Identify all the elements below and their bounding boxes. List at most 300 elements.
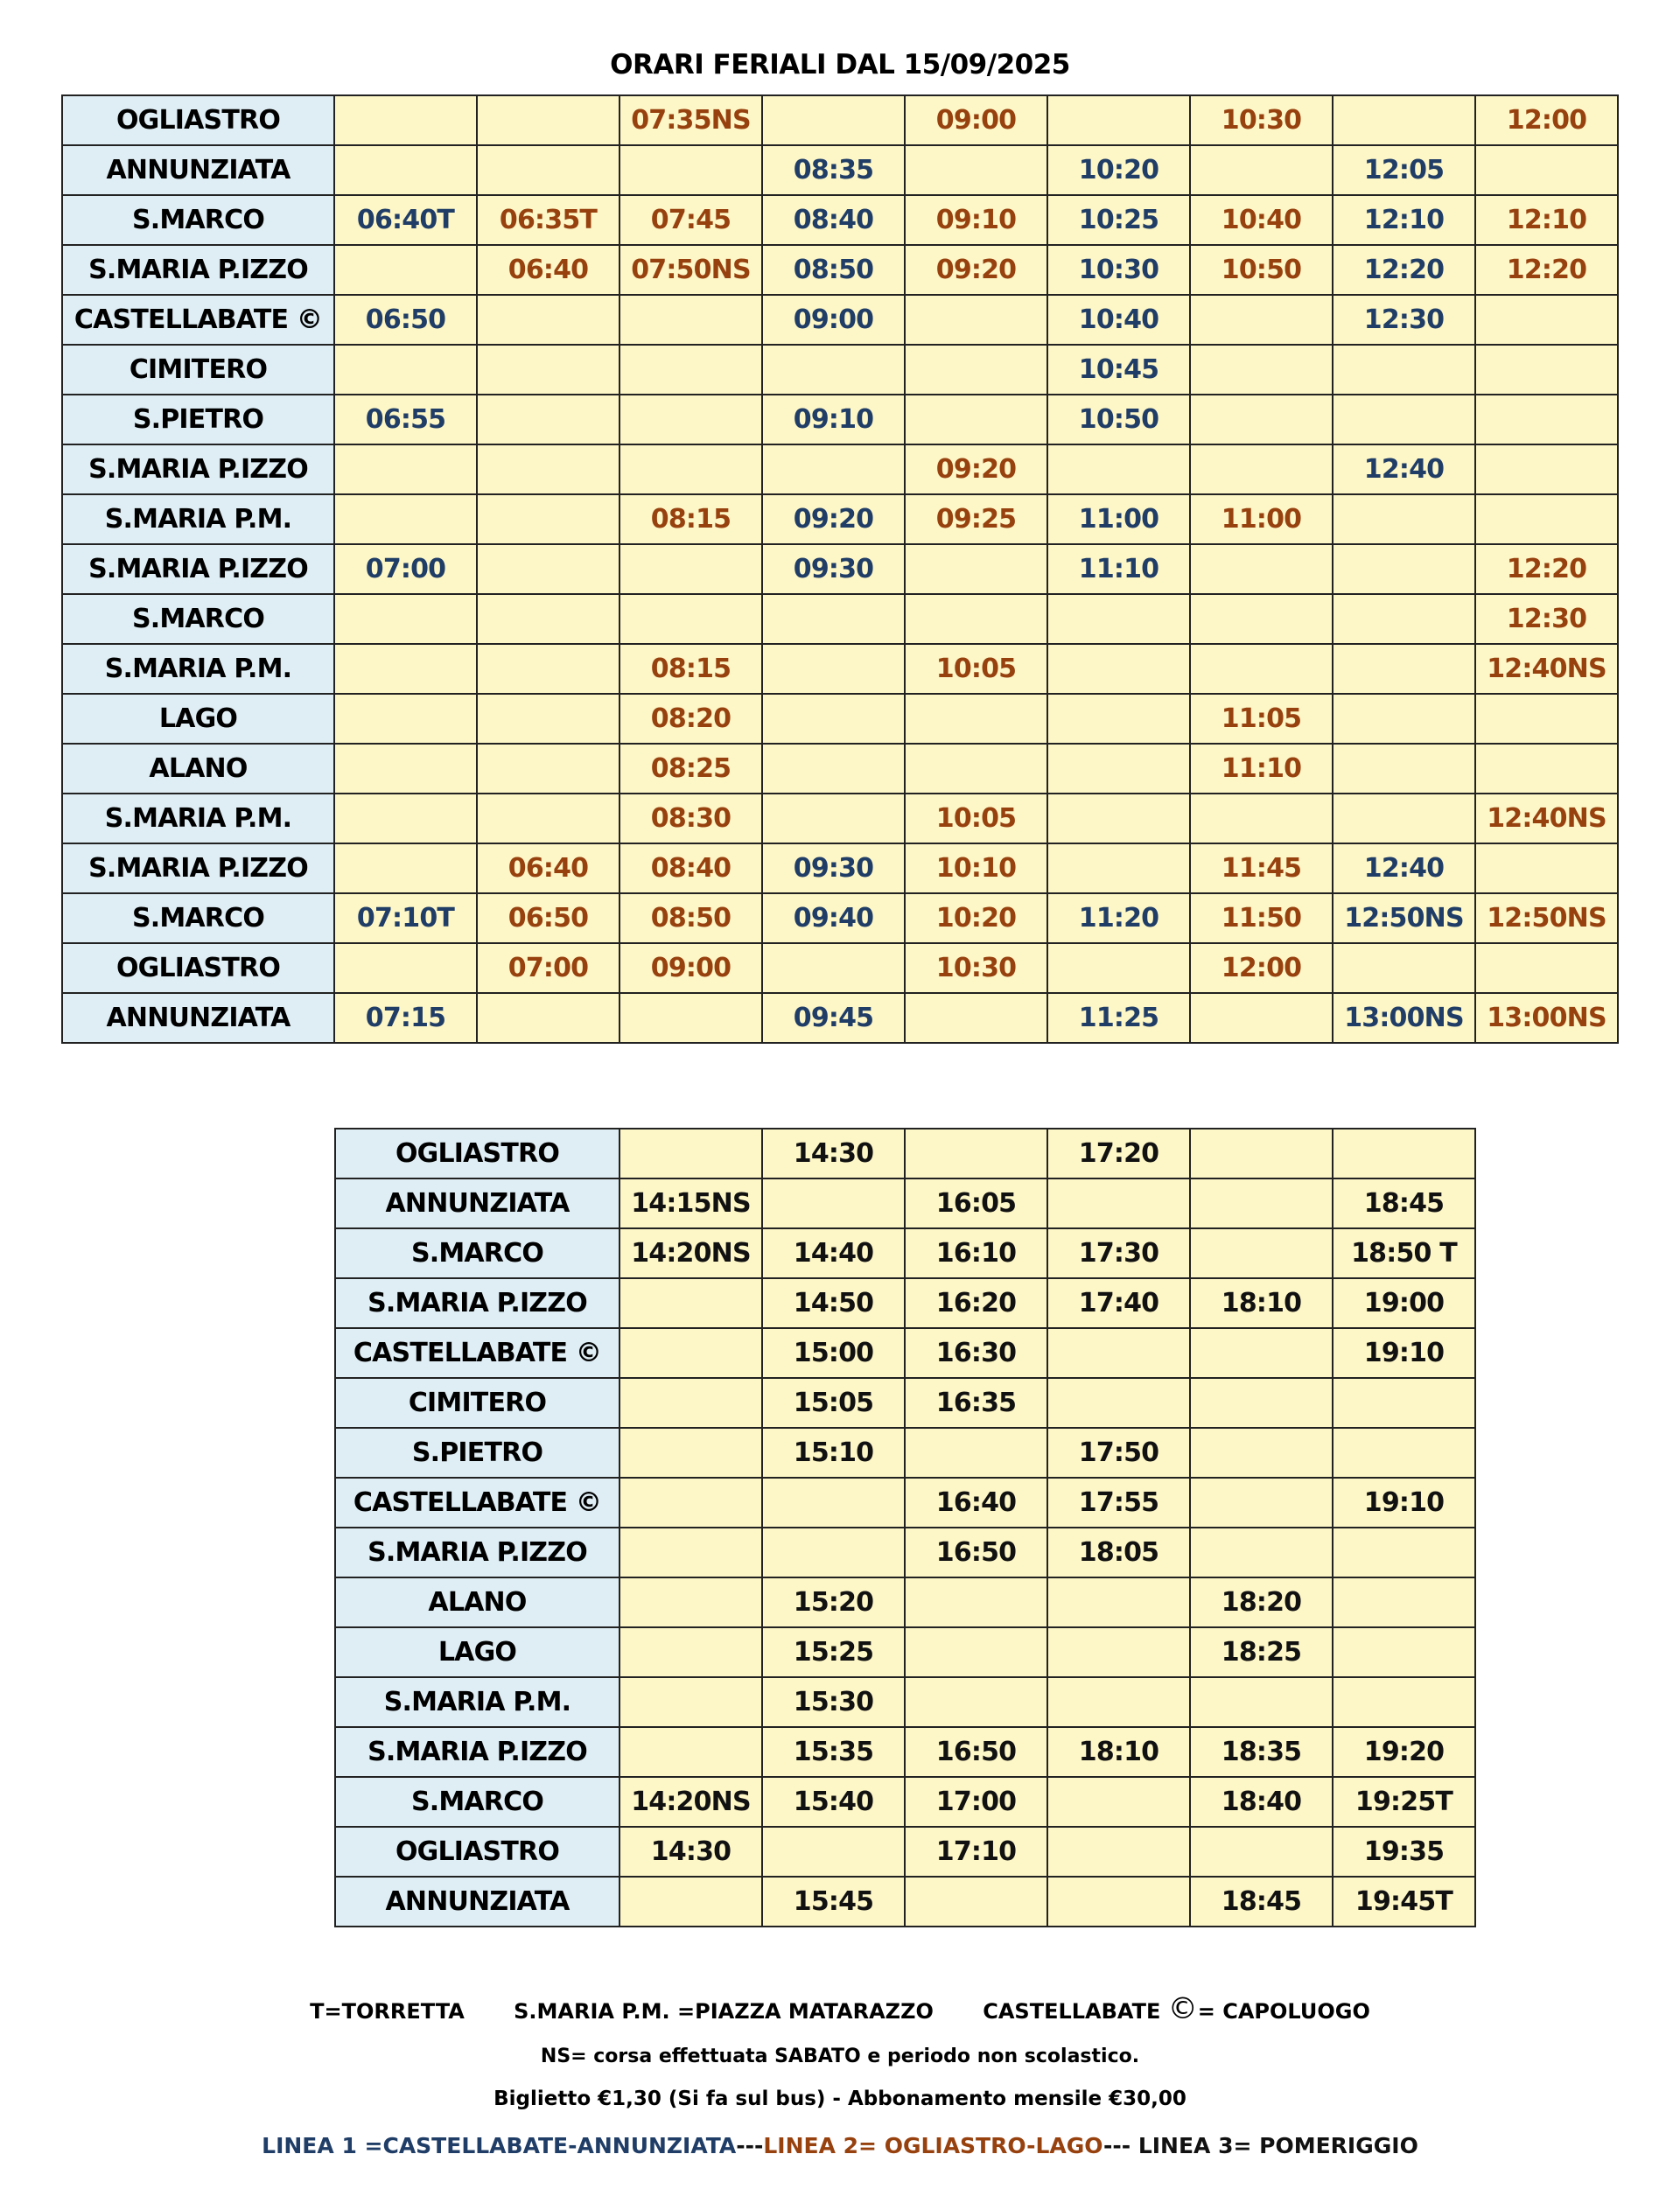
departure-time [905,1428,1047,1478]
departure-time [905,744,1047,794]
departure-time: 10:05 [905,794,1047,843]
schedule-row [62,993,1618,1043]
stop-name: LAGO [62,694,334,744]
departure-time: 16:30 [905,1328,1047,1378]
departure-time [477,444,620,494]
departure-time [620,295,762,345]
departure-time: 06:55 [334,395,477,444]
departure-time [334,943,477,993]
stop-name: CIMITERO [335,1378,620,1428]
departure-time: 11:05 [1190,694,1333,744]
departure-time: 19:25T [1333,1777,1475,1827]
departure-time [762,594,905,644]
departure-time: 18:40 [1190,1777,1333,1827]
departure-time [1047,95,1190,145]
departure-time: 15:10 [762,1428,905,1478]
departure-time [1333,1129,1475,1178]
departure-time: 08:15 [620,494,762,544]
departure-time: 10:25 [1047,195,1190,245]
schedule-row [335,1627,1475,1677]
departure-time [1047,444,1190,494]
departure-time [1190,345,1333,395]
departure-time: 10:30 [1190,95,1333,145]
schedule-row [62,395,1618,444]
stop-name: S.MARCO [62,594,334,644]
departure-time: 18:45 [1333,1178,1475,1228]
schedule-row [62,295,1618,345]
departure-time: 10:45 [1047,345,1190,395]
departure-time: 12:10 [1333,195,1475,245]
departure-time [1190,644,1333,694]
stop-name: S.MARIA P.IZZO [335,1278,620,1328]
departure-time [1190,1378,1333,1428]
departure-time: 07:35NS [620,95,762,145]
departure-time: 10:50 [1047,395,1190,444]
departure-time: 19:45T [1333,1877,1475,1927]
departure-time: 18:10 [1190,1278,1333,1328]
departure-time: 07:00 [334,544,477,594]
departure-time [334,145,477,195]
departure-time [334,794,477,843]
departure-time: 06:50 [334,295,477,345]
departure-time [1190,1478,1333,1528]
departure-time [1047,1378,1190,1428]
departure-time: 13:00NS [1333,993,1475,1043]
departure-time: 07:15 [334,993,477,1043]
departure-time: 09:30 [762,544,905,594]
stop-name: S.MARIA P.M. [62,794,334,843]
schedule-row [62,594,1618,644]
departure-time: 17:40 [1047,1278,1190,1328]
departure-time: 11:25 [1047,993,1190,1043]
departure-time: 14:15NS [620,1178,762,1228]
departure-time: 10:10 [905,843,1047,893]
departure-time: 19:20 [1333,1727,1475,1777]
legend-ns-note: NS= corsa effettuata SABATO e periodo non scolastico. [540,2046,1140,2067]
departure-time [620,1577,762,1627]
schedule-row [62,644,1618,694]
departure-time [762,444,905,494]
departure-time: 18:35 [1190,1727,1333,1777]
departure-time [334,245,477,295]
departure-time: 14:30 [762,1129,905,1178]
stop-name: OGLIASTRO [335,1827,620,1877]
stop-name: OGLIASTRO [335,1129,620,1178]
departure-time: 11:10 [1190,744,1333,794]
departure-time [762,744,905,794]
schedule-row [335,1777,1475,1827]
departure-time [477,644,620,694]
stop-name: ANNUNZIATA [335,1178,620,1228]
departure-time [1475,395,1618,444]
schedule-row [62,544,1618,594]
departure-time: 14:20NS [620,1777,762,1827]
stop-name: OGLIASTRO [62,943,334,993]
departure-time: 10:30 [1047,245,1190,295]
departure-time [1047,1178,1190,1228]
stop-name: S.MARIA P.IZZO [335,1528,620,1577]
departure-time: 09:40 [762,893,905,943]
departure-time: 12:50NS [1333,893,1475,943]
departure-time: 09:20 [905,444,1047,494]
departure-time: 08:25 [620,744,762,794]
departure-time [1190,1827,1333,1877]
stop-name: S.MARIA P.IZZO [335,1727,620,1777]
stop-name: LAGO [335,1627,620,1677]
departure-time: 12:40 [1333,843,1475,893]
departure-time: 16:50 [905,1727,1047,1777]
departure-time: 16:05 [905,1178,1047,1228]
departure-time: 09:00 [905,95,1047,145]
departure-time [620,1528,762,1577]
departure-time: 17:30 [1047,1228,1190,1278]
departure-time [1333,345,1475,395]
departure-time [762,1827,905,1877]
departure-time: 10:40 [1047,295,1190,345]
page-title: ORARI FERIALI DAL 15/09/2025 [610,49,1070,80]
departure-time [762,1178,905,1228]
schedule-row [335,1328,1475,1378]
departure-time [1333,644,1475,694]
departure-time [477,594,620,644]
stop-name: ANNUNZIATA [335,1877,620,1927]
departure-time [1047,1827,1190,1877]
departure-time [620,345,762,395]
departure-time: 15:20 [762,1577,905,1627]
departure-time [762,1478,905,1528]
departure-time: 07:50NS [620,245,762,295]
departure-time: 11:20 [1047,893,1190,943]
departure-time [905,395,1047,444]
departure-time [1475,744,1618,794]
departure-time [1047,943,1190,993]
departure-time [620,1727,762,1777]
afternoon-schedule-table [334,1128,1476,1927]
departure-time: 06:40 [477,843,620,893]
stop-name: ALANO [62,744,334,794]
stop-name: ALANO [335,1577,620,1627]
legend-ticket-prices: Biglietto €1,30 (Si fa sul bus) - Abbonamento mensile €30,00 [494,2088,1186,2110]
departure-time [1475,145,1618,195]
departure-time [1047,694,1190,744]
departure-time [477,744,620,794]
departure-time [620,1677,762,1727]
departure-time [762,95,905,145]
departure-time [334,594,477,644]
departure-time: 10:05 [905,644,1047,694]
departure-time [1475,295,1618,345]
stop-name: CASTELLABATE © [62,295,334,345]
departure-time: 13:00NS [1475,993,1618,1043]
departure-time [334,95,477,145]
stop-name: S.MARIA P.IZZO [62,245,334,295]
departure-time [620,395,762,444]
departure-time: 08:40 [620,843,762,893]
departure-time [1475,494,1618,544]
stop-name: S.MARCO [62,893,334,943]
departure-time [477,395,620,444]
departure-time: 19:35 [1333,1827,1475,1877]
departure-time: 09:00 [620,943,762,993]
departure-time: 18:20 [1190,1577,1333,1627]
departure-time [620,1129,762,1178]
departure-time: 12:40 [1333,444,1475,494]
stop-name: CIMITERO [62,345,334,395]
departure-time: 19:00 [1333,1278,1475,1328]
departure-time [1190,295,1333,345]
departure-time [762,943,905,993]
stop-name: S.MARCO [335,1777,620,1827]
departure-time [1475,694,1618,744]
departure-time [477,494,620,544]
departure-time: 10:20 [905,893,1047,943]
stop-name: S.MARCO [335,1228,620,1278]
departure-time [1047,644,1190,694]
departure-time [477,145,620,195]
departure-time: 18:10 [1047,1727,1190,1777]
departure-time: 16:40 [905,1478,1047,1528]
schedule-row [335,1478,1475,1528]
departure-time: 17:50 [1047,1428,1190,1478]
departure-time [334,644,477,694]
departure-time [620,544,762,594]
departure-time [1475,444,1618,494]
schedule-row [62,694,1618,744]
legend-piazza-matarazzo: S.MARIA P.M. =PIAZZA MATARAZZO [514,1999,934,2024]
departure-time [762,644,905,694]
departure-time: 15:35 [762,1727,905,1777]
departure-time [1333,95,1475,145]
departure-time [620,1627,762,1677]
departure-time [334,345,477,395]
departure-time: 12:10 [1475,195,1618,245]
departure-time: 08:40 [762,195,905,245]
departure-time: 12:00 [1190,943,1333,993]
departure-time [1190,794,1333,843]
departure-time [477,993,620,1043]
departure-time [1047,1677,1190,1727]
departure-time: 10:40 [1190,195,1333,245]
departure-time [1333,1378,1475,1428]
departure-time [905,1129,1047,1178]
departure-time: 15:30 [762,1677,905,1727]
departure-time [477,295,620,345]
departure-time: 08:20 [620,694,762,744]
departure-time [1333,494,1475,544]
departure-time: 15:00 [762,1328,905,1378]
departure-time [1475,943,1618,993]
departure-time [1333,395,1475,444]
departure-time [1190,993,1333,1043]
departure-time [1475,843,1618,893]
stop-name: CASTELLABATE © [335,1478,620,1528]
departure-time [1190,1328,1333,1378]
schedule-row [335,1677,1475,1727]
departure-time: 09:20 [762,494,905,544]
legend-separator: --- [1102,2133,1138,2158]
departure-time [477,694,620,744]
departure-time: 15:45 [762,1877,905,1927]
departure-time [1190,395,1333,444]
legend-torretta: T=TORRETTA [310,1999,465,2024]
departure-time: 07:10T [334,893,477,943]
legend-abbreviations [0,1991,1680,2026]
schedule-row [335,1228,1475,1278]
departure-time [620,1328,762,1378]
departure-time [1333,794,1475,843]
departure-time: 12:20 [1475,245,1618,295]
schedule-row [335,1378,1475,1428]
departure-time [762,1528,905,1577]
schedule-row [62,145,1618,195]
departure-time: 07:45 [620,195,762,245]
schedule-row [62,843,1618,893]
schedule-row [62,95,1618,145]
departure-time: 10:50 [1190,245,1333,295]
departure-time [905,1877,1047,1927]
legend-capoluogo-label: CASTELLABATE [983,1999,1168,2024]
stop-name: S.PIETRO [62,395,334,444]
departure-time: 09:45 [762,993,905,1043]
schedule-row [62,794,1618,843]
departure-time [334,843,477,893]
departure-time: 14:50 [762,1278,905,1328]
departure-time: 12:30 [1475,594,1618,644]
departure-time: 17:55 [1047,1478,1190,1528]
departure-time: 18:05 [1047,1528,1190,1577]
departure-time [1333,1677,1475,1727]
departure-time: 17:10 [905,1827,1047,1877]
departure-time: 12:00 [1475,95,1618,145]
departure-time: 12:40NS [1475,794,1618,843]
departure-time: 09:20 [905,245,1047,295]
departure-time: 08:35 [762,145,905,195]
departure-time [905,993,1047,1043]
departure-time: 15:25 [762,1627,905,1677]
departure-time: 08:15 [620,644,762,694]
departure-time: 12:40NS [1475,644,1618,694]
departure-time [1333,594,1475,644]
departure-time: 06:50 [477,893,620,943]
legend-line-2: LINEA 2= OGLIASTRO-LAGO [763,2133,1103,2158]
departure-time: 15:40 [762,1777,905,1827]
departure-time: 09:10 [762,395,905,444]
schedule-row [335,1727,1475,1777]
departure-time: 12:30 [1333,295,1475,345]
stop-name: OGLIASTRO [62,95,334,145]
departure-time [477,345,620,395]
departure-time [1333,694,1475,744]
departure-time [1190,1428,1333,1478]
departure-time [905,694,1047,744]
departure-time: 08:50 [762,245,905,295]
departure-time [905,145,1047,195]
departure-time [334,494,477,544]
departure-time [1047,843,1190,893]
departure-time: 18:25 [1190,1627,1333,1677]
departure-time [1333,544,1475,594]
departure-time [1333,1627,1475,1677]
departure-time: 08:50 [620,893,762,943]
departure-time [1333,943,1475,993]
departure-time [1190,145,1333,195]
stop-name: S.MARIA P.IZZO [62,544,334,594]
departure-time: 09:10 [905,195,1047,245]
departure-time: 15:05 [762,1378,905,1428]
stop-name: ANNUNZIATA [62,993,334,1043]
departure-time [334,444,477,494]
departure-time [620,1378,762,1428]
departure-time: 10:30 [905,943,1047,993]
departure-time [1333,744,1475,794]
departure-time: 09:25 [905,494,1047,544]
schedule-row [62,444,1618,494]
departure-time [1047,1877,1190,1927]
departure-time [905,295,1047,345]
schedule-row [335,1428,1475,1478]
schedule-row [62,345,1618,395]
departure-time [620,1877,762,1927]
departure-time: 06:40T [334,195,477,245]
departure-time [905,1577,1047,1627]
departure-time [620,1428,762,1478]
schedule-row [62,943,1618,993]
schedule-row [335,1278,1475,1328]
departure-time [1190,544,1333,594]
departure-time: 12:20 [1475,544,1618,594]
departure-time [1190,1677,1333,1727]
schedule-row [62,893,1618,943]
departure-time: 09:30 [762,843,905,893]
departure-time: 11:10 [1047,544,1190,594]
departure-time: 16:35 [905,1378,1047,1428]
departure-time: 19:10 [1333,1478,1475,1528]
departure-time: 14:20NS [620,1228,762,1278]
departure-time: 06:35T [477,195,620,245]
schedule-row [335,1877,1475,1927]
departure-time [1190,594,1333,644]
legend-lines [0,2133,1680,2158]
departure-time [1333,1528,1475,1577]
departure-time: 16:50 [905,1528,1047,1577]
departure-time: 11:00 [1190,494,1333,544]
schedule-row [62,494,1618,544]
departure-time [762,345,905,395]
legend-line-1: LINEA 1 =CASTELLABATE-ANNUNZIATA [262,2133,737,2158]
schedule-row [335,1577,1475,1627]
departure-time: 16:20 [905,1278,1047,1328]
departure-time [1047,1627,1190,1677]
departure-time: 07:00 [477,943,620,993]
departure-time: 09:00 [762,295,905,345]
schedule-row [62,195,1618,245]
departure-time [620,145,762,195]
departure-time: 12:50NS [1475,893,1618,943]
departure-time [620,594,762,644]
departure-time [762,794,905,843]
departure-time [905,345,1047,395]
departure-time [762,694,905,744]
departure-time [1047,794,1190,843]
departure-time: 12:20 [1333,245,1475,295]
stop-name: ANNUNZIATA [62,145,334,195]
departure-time [905,1677,1047,1727]
departure-time: 18:50 T [1333,1228,1475,1278]
legend-separator: --- [736,2133,764,2158]
departure-time: 11:00 [1047,494,1190,544]
departure-time [620,993,762,1043]
departure-time [620,1478,762,1528]
